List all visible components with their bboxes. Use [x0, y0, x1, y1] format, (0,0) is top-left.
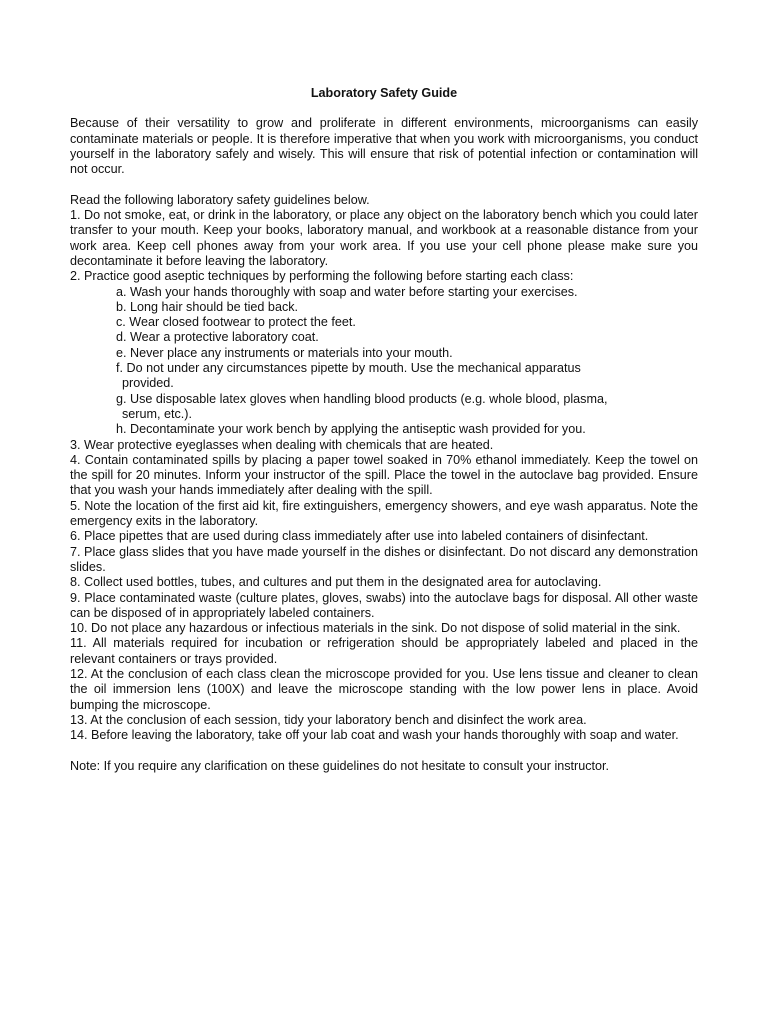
guideline-item-14: 14. Before leaving the laboratory, take off your lab coat and wash your hands thoroughly with soap and water. [70, 728, 679, 743]
sub-item-g-continued: serum, etc.). [122, 406, 192, 421]
sub-item-g: g. Use disposable latex gloves when handling blood products (e.g. whole blood, plasma, [116, 391, 608, 406]
sub-item-e: e. Never place any instruments or materials into your mouth. [116, 345, 453, 360]
paragraph-spacer [70, 743, 698, 758]
guideline-item-6: 6. Place pipettes that are used during class immediately after use into labeled containers of disinfectant. [70, 529, 649, 544]
sub-item-d: d. Wear a protective laboratory coat. [116, 330, 319, 345]
paragraph-spacer [70, 177, 698, 192]
sub-item-f: f. Do not under any circumstances pipette by mouth. Use the mechanical apparatus [116, 361, 581, 376]
guidelines-lead: Read the following laboratory safety guidelines below. [70, 192, 370, 207]
document-page [70, 86, 698, 774]
sub-item-h: h. Decontaminate your work bench by applying the antiseptic wash provided for you. [116, 422, 586, 437]
guideline-item-4: 4. Contain contaminated spills by placing a paper towel soaked in 70% ethanol immediately. Keep the towel on the spill for 20 minutes. Inform your instructor of the spill. Place the towel in the autoclave bag provided. Ensure that you wash your hands immediately after dealing with the spill. [70, 452, 698, 498]
closing-note: Note: If you require any clarification on these guidelines do not hesitate to consult your instructor. [70, 758, 610, 773]
sub-item-c: c. Wear closed footwear to protect the feet. [116, 315, 356, 330]
guideline-item-8: 8. Collect used bottles, tubes, and cultures and put them in the designated area for autoclaving. [70, 575, 602, 590]
guideline-item-5: 5. Note the location of the first aid kit, fire extinguishers, emergency showers, and eye wash apparatus. Note the emergency exits in the laboratory. [70, 498, 698, 529]
guideline-item-1: 1. Do not smoke, eat, or drink in the laboratory, or place any object on the laboratory bench which you could later transfer to your mouth. Keep your books, laboratory manual, and workbook at a reasonable distance from your work area. Keep cell phones away from your work area. If you use your cell phone please make sure you decontaminate it before leaving the laboratory. [70, 208, 698, 268]
sub-item-a: a. Wash your hands thoroughly with soap and water before starting your exercises. [116, 284, 578, 299]
sub-guidelines [70, 285, 698, 438]
guideline-item-7: 7. Place glass slides that you have made yourself in the dishes or disinfectant. Do not discard any demonstration slides. [70, 544, 698, 574]
sub-item-f-continued: provided. [122, 376, 174, 391]
document-title: Laboratory Safety Guide [310, 86, 458, 100]
guideline-item-2: 2. Practice good aseptic techniques by performing the following before starting each class: [70, 269, 574, 284]
guideline-item-9: 9. Place contaminated waste (culture plates, gloves, swabs) into the autoclave bags for disposal. All other waste can be disposed of in appropriately labeled containers. [70, 590, 698, 620]
guideline-item-11: 11. All materials required for incubation or refrigeration should be appropriately labeled and placed in the relevant containers or trays provided. [70, 636, 698, 666]
sub-item-b: b. Long hair should be tied back. [116, 299, 299, 314]
guideline-item-12: 12. At the conclusion of each class clean the microscope provided for you. Use lens tissue and cleaner to clean the oil immersion lens (100X) and leave the microscope standing with the low power lens in place. Avoid bumping the microscope. [70, 666, 698, 712]
guideline-item-3: 3. Wear protective eyeglasses when dealing with chemicals that are heated. [70, 437, 494, 452]
intro-paragraph: Because of their versatility to grow and proliferate in different environments, microorganisms can easily contaminate materials or people. It is therefore imperative that when you work with microorganisms, you conduct yourself in the laboratory safely and wisely. This will ensure that risk of potential infection or contamination will not occur. [70, 116, 698, 177]
guideline-item-13: 13. At the conclusion of each session, tidy your laboratory bench and disinfect the work area. [70, 712, 587, 727]
guideline-item-10: 10. Do not place any hazardous or infectious materials in the sink. Do not dispose of solid material in the sink. [70, 621, 681, 636]
